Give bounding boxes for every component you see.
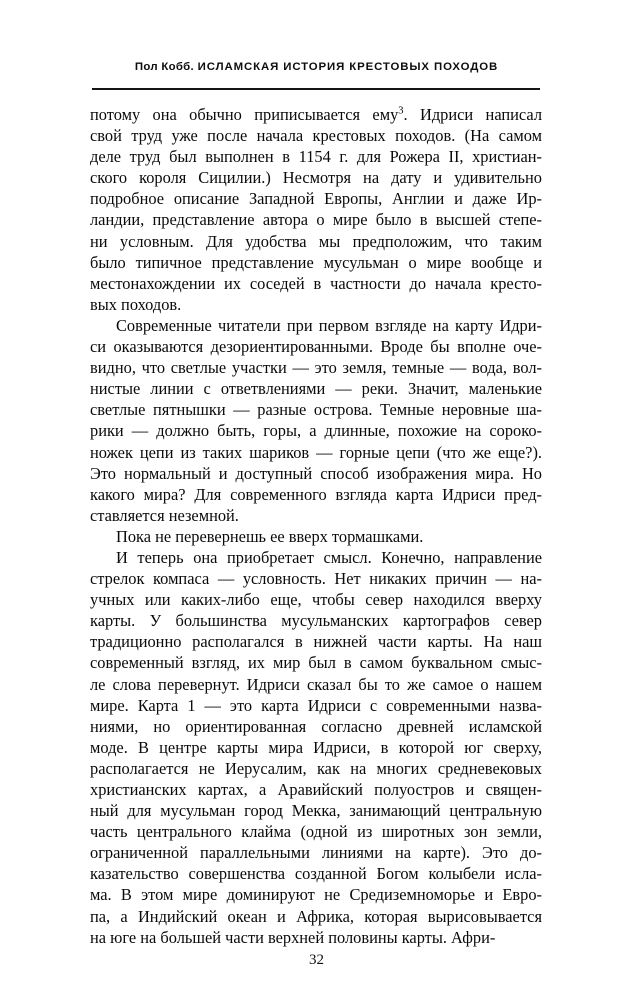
text-line: деле труд был выполнен в 1154 г. для Рожера II, христиан- [90, 147, 542, 167]
text-line: вых походов. [90, 294, 182, 314]
text-line: было типичное представление мусульман о мире вообще и [90, 252, 542, 272]
text-line: ный для мусульман город Мекка, занимающий центральную [90, 801, 542, 821]
text-line: ле слова перевернут. Идриси сказал бы то же самое о нашем [90, 674, 542, 694]
text-line: нистые линии с ответвлениями — реки. Значит, маленькие [90, 379, 542, 399]
text-line: ского короля Сицилии.) Несмотря на дату и удивительно [90, 168, 542, 188]
body-text-block [90, 104, 542, 948]
text-line: ножек цепи из таких шариков — горные цепи (что же еще?). [90, 442, 542, 462]
text-line: христианских картах, а Аравийский полуостров и священ- [90, 780, 542, 799]
footnote-marker: 3 [398, 105, 404, 117]
page-number: 32 [309, 952, 324, 968]
text-line: ни условным. Для удобства мы предположим, что таким [90, 231, 542, 251]
text-line: си оказываются дезориентированными. Вроде бы вполне оче- [90, 337, 542, 357]
text-line: рики — должно быть, горы, а длинные, похожие на сороко- [90, 421, 542, 441]
text-line: ограниченной параллельными линиями на карте). Это до- [90, 843, 542, 863]
line-text: потому она обычно приписывается ему [90, 105, 399, 124]
running-header-author: Пол Кобб. [134, 61, 194, 73]
text-line: карты. У большинства мусульманских картографов север [90, 611, 542, 631]
text-line: ма. В этом мире доминируют не Средиземноморье и Евро- [90, 885, 542, 905]
line-text: . Идриси написал [403, 105, 542, 124]
text-line: казательство совершенства созданной Богом колыбели исла- [90, 864, 542, 884]
text-line: Пока не перевернешь ее вверх тормашками. [116, 526, 424, 546]
text-line: местонахождении их соседей в частности до начала кресто- [90, 273, 542, 293]
header-divider-rule [92, 88, 540, 90]
text-line: свой труд уже после начала крестовых походов. (На самом [90, 126, 542, 146]
text-line: Современные читатели при первом взгляде на карту Идри- [116, 315, 542, 335]
text-line: видно, что светлые участки — это земля, темные — вода, вол- [90, 358, 542, 378]
text-line: ландии, представление автора о мире было в высшей степе- [90, 210, 542, 230]
text-line: располагается не Иерусалим, как на многих средневековых [90, 758, 542, 778]
text-line: на юге на большей части верхней половины карты. Афри- [90, 927, 496, 947]
text-line: па, а Индийский океан и Африка, которая вырисовывается [90, 906, 542, 926]
text-line: подробное описание Западной Европы, Англии и даже Ир- [90, 189, 542, 209]
running-header-title: ИСЛАМСКАЯ ИСТОРИЯ КРЕСТОВЫХ ПОХОДОВ [197, 61, 499, 73]
text-line: Это нормальный и доступный способ изображения мира. Но [90, 463, 542, 483]
text-line: стрелок компаса — условность. Нет никаких причин — на- [90, 569, 542, 589]
text-line: моде. В центре карты мира Идриси, в которой юг сверху, [90, 737, 542, 757]
text-line: учных или каких-либо еще, чтобы север находился вверху [90, 590, 542, 610]
text-line: светлые пятнышки — разные острова. Темные неровные ша- [90, 400, 542, 420]
paragraph [90, 315, 542, 526]
text-line: ниями, но ориентированная согласно древней исламской [90, 716, 542, 736]
text-line: И теперь она приобретает смысл. Конечно, направление [116, 547, 542, 567]
paragraph [90, 104, 542, 315]
text-line: какого мира? Для современного взгляда карта Идриси пред- [90, 484, 542, 504]
text-line: традиционно располагался в нижней части карты. На наш [90, 632, 542, 652]
text-line: современный взгляд, их мир был в самом буквальном смыс- [90, 653, 542, 673]
running-header [0, 61, 633, 73]
text-line: ставляется неземной. [90, 505, 239, 525]
text-line [90, 104, 542, 125]
paragraph [90, 526, 542, 547]
text-line: мире. Карта 1 — это карта Идриси с современными назва- [90, 695, 542, 715]
text-line: часть центрального клайма (одной из широтных зон земли, [90, 822, 542, 842]
paragraph [90, 547, 542, 948]
